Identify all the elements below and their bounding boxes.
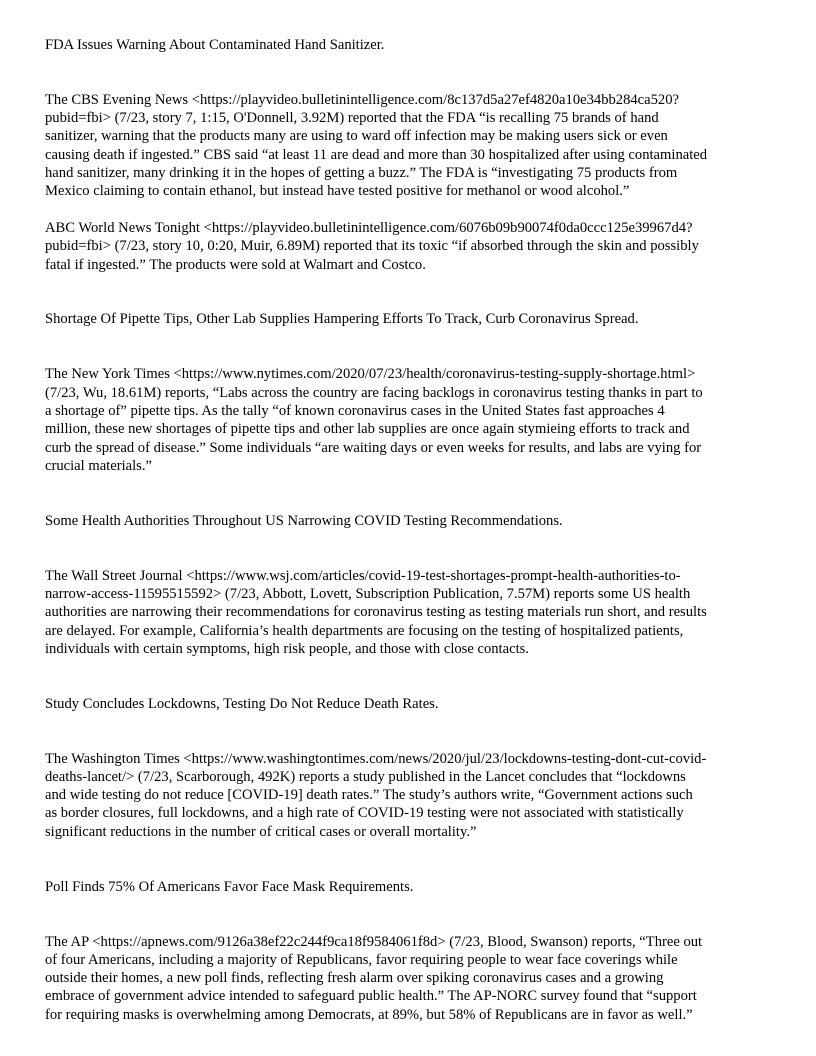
paragraph-line: narrow-access-11595515592> (7/23, Abbott, Lovett, Subscription Publication, 7.57M) reports some US health	[45, 585, 691, 602]
paragraph-line: pubid=fbi> (7/23, story 10, 0:20, Muir, 6.89M) reported that its toxic “if absorbed through the skin and possibly	[45, 238, 699, 255]
paragraph-line: pubid=fbi> (7/23, story 7, 1:15, O'Donnell, 3.92M) reported that the FDA “is recalling 75 brands of hand	[45, 110, 659, 127]
paragraph-line: The AP <https://apnews.com/9126a38ef22c244f9ca18f9584061f8d> (7/23, Blood, Swanson) reports, “Three out	[45, 933, 703, 950]
paragraph-line: embrace of government advice intended to safeguard public health.” The AP-NORC survey found that “support	[45, 988, 697, 1005]
article-paragraph	[45, 219, 773, 274]
article-paragraph	[45, 750, 773, 841]
paragraph-line: authorities are narrowing their recommendations for coronavirus testing as testing materials run short, and results	[45, 604, 707, 621]
paragraph-line: a shortage of” pipette tips. As the tally “of known coronavirus cases in the United States fast approaches 4	[45, 402, 665, 419]
paragraph-line: crucial materials.”	[45, 457, 152, 474]
paragraph-line: individuals with certain symptoms, high risk people, and those with close contacts.	[45, 640, 529, 657]
paragraph-line: curb the spread of disease.” Some individuals “are waiting days or even weeks for results, and labs are vying for	[45, 439, 702, 456]
article-paragraph	[45, 567, 773, 658]
paragraph-line: Mexico claiming to contain ethanol, but instead have tested positive for methanol or wood alcohol.”	[45, 183, 630, 200]
article-headline: Shortage Of Pipette Tips, Other Lab Supplies Hampering Efforts To Track, Curb Coronavirus Spread.	[45, 311, 639, 328]
article-headline: FDA Issues Warning About Contaminated Hand Sanitizer.	[45, 37, 385, 53]
paragraph-line: (7/23, Wu, 18.61M) reports, “Labs across the country are facing backlogs in coronavirus testing thanks in part to	[45, 384, 703, 401]
news-article	[45, 36, 773, 274]
paragraph-line: hand sanitizer, many drinking it in the hopes of getting a buzz.” The FDA is “investigating 75 products from	[45, 165, 678, 182]
paragraph-line: The Washington Times <https://www.washingtontimes.com/news/2020/jul/23/lockdowns-testing-dont-cut-covid-	[45, 750, 707, 767]
paragraph-line: The Wall Street Journal <https://www.wsj.com/articles/covid-19-test-shortages-prompt-health-authorities-to-	[45, 567, 681, 584]
article-headline: Some Health Authorities Throughout US Narrowing COVID Testing Recommendations.	[45, 512, 563, 529]
paragraph-line: and wide testing do not reduce [COVID-19] death rates.” The study’s authors write, “Government actions such	[45, 787, 693, 804]
article-headline: Poll Finds 75% Of Americans Favor Face Mask Requirements.	[45, 878, 414, 895]
paragraph-line: causing death if ingested.” CBS said “at least 11 are dead and more than 30 hospitalized after using contaminated	[45, 146, 708, 163]
paragraph-line: ABC World News Tonight <https://playvideo.bulletinintelligence.com/6076b09b90074f0da0ccc125e39967d4?	[45, 219, 693, 236]
paragraph-line: are delayed. For example, California’s health departments are focusing on the testing of hospitalized patients,	[45, 622, 684, 639]
paragraph-line: fatal if ingested.” The products were sold at Walmart and Costco.	[45, 256, 426, 273]
paragraph-line: million, these new shortages of pipette tips and other lab supplies are once again stymieing efforts to track and	[45, 421, 690, 438]
paragraph-line: for requiring masks is overwhelming among Democrats, at 89%, but 58% of Republicans are in favor as well.”	[45, 1006, 693, 1023]
paragraph-line: sanitizer, warning that the products many are using to ward off infection may be making users sick or even	[45, 128, 668, 145]
paragraph-line: significant reductions in the number of critical cases or overall mortality.”	[45, 823, 477, 840]
article-paragraph	[45, 933, 773, 1024]
paragraph-line: The CBS Evening News <https://playvideo.bulletinintelligence.com/8c137d5a27ef4820a10e34bb284ca520?	[45, 91, 680, 108]
paragraph-line: of four Americans, including a majority of Republicans, favor requiring people to wear face coverings while	[45, 951, 678, 968]
article-headline: Study Concludes Lockdowns, Testing Do Not Reduce Death Rates.	[45, 695, 439, 712]
news-article	[45, 310, 773, 475]
news-article	[45, 512, 773, 658]
article-paragraph	[45, 365, 773, 475]
news-article	[45, 695, 773, 841]
paragraph-line: as border closures, full lockdowns, and a high rate of COVID-19 testing were not associated with statistically	[45, 805, 684, 822]
article-paragraph	[45, 91, 773, 201]
paragraph-line: outside their homes, a new poll finds, reflecting fresh alarm over spiking coronavirus cases and a growing	[45, 970, 664, 987]
document-page	[45, 36, 773, 1024]
paragraph-line: deaths-lancet/> (7/23, Scarborough, 492K) reports a study published in the Lancet concludes that “lockdowns	[45, 768, 686, 785]
news-article	[45, 878, 773, 1024]
paragraph-line: The New York Times <https://www.nytimes.com/2020/07/23/health/coronavirus-testing-supply-shortage.html>	[45, 366, 696, 383]
